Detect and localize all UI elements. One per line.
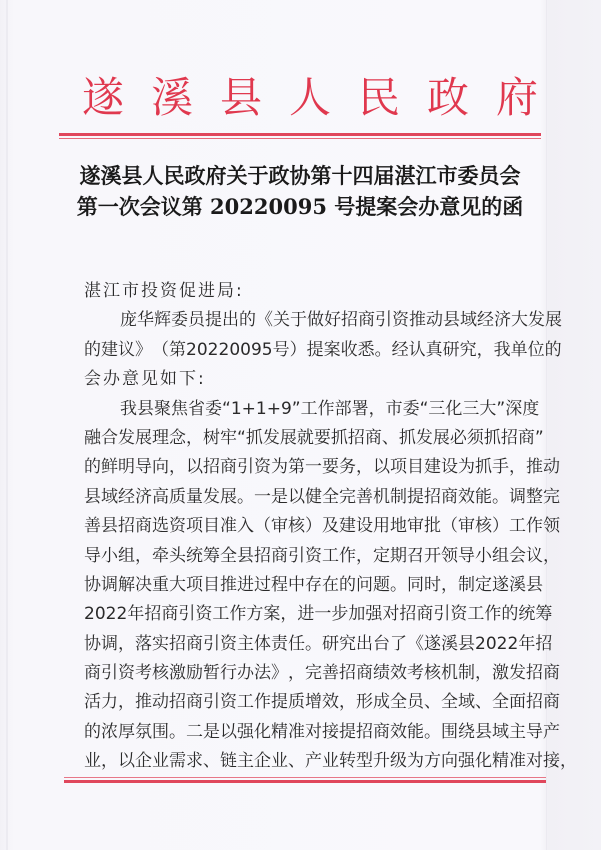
masthead-char: 政 <box>426 73 469 122</box>
document-body <box>84 277 577 777</box>
document-title-line: 遂溪县人民政府关于政协第十四届湛江市委员会 <box>79 163 521 188</box>
masthead-char: 人 <box>288 73 331 122</box>
body-line: 导 小 组 ， 牵 头 统 筹 全 县 招 商 引 资 工 作 ， 定 期 召 开 领 导 小 组 会 议 ， <box>84 545 560 566</box>
footer-rule-thin <box>64 777 546 778</box>
masthead-title <box>80 70 540 125</box>
body-line: 2 0 2 2 年 招 商 引 资 工 作 方 案 ， 进 一 步 加 强 对 招 商 引 资 工 作 的 统 筹 <box>84 604 553 625</box>
scan-edge-left <box>6 0 8 850</box>
document-title <box>60 160 540 222</box>
body-line: 善 县 招 商 选 资 项 目 准 入 （ 审 核 ） 及 建 设 用 地 审 批 （ 审 核 ） 工 作 领 <box>84 516 560 537</box>
masthead-rule-thin <box>59 138 541 139</box>
body-line: 融 合 发 展 理 念 ， 树 牢 “ 抓 发 展 就 要 抓 招 商 、 抓 发 展 必 须 抓 招 商 ” <box>84 427 544 448</box>
body-line: 会办意见如下: <box>84 369 206 390</box>
masthead-char: 民 <box>357 73 400 122</box>
body-line: 的 浓 厚 氛 围 。 二 是 以 强 化 精 准 对 接 提 招 商 效 能 。 围 绕 县 域 主 导 产 <box>84 721 560 742</box>
addressee: 湛江市投资促进局: <box>84 281 244 301</box>
body-line: 县 域 经 济 高 质 量 发 展 。 一 是 以 健 全 完 善 机 制 提 招 商 效 能 。 调 整 完 <box>84 486 560 507</box>
masthead-char: 府 <box>495 73 538 122</box>
body-line: 的 鲜 明 导 向 ， 以 招 商 引 资 为 第 一 要 务 ， 以 项 目 建 设 为 抓 手 ， 推 动 <box>84 457 560 478</box>
body-line: 我 县 聚 焦 省 委 “ 1 + 1 + 9 ” 工 作 部 署 ， 市 委 “ 三 化 三 大 ” 深 度 <box>120 398 540 419</box>
document-title-line: 第一次会议第 20220095 号提案会办意见的函 <box>76 194 524 219</box>
body-line: 协 调 解 决 重 大 项 目 推 进 过 程 中 存 在 的 问 题 。 同 时 ， 制 定 遂 溪 县 <box>84 574 543 595</box>
footer-rule-thick <box>64 780 546 783</box>
body-line: 庞 华 辉 委 员 提 出 的 《 关 于 做 好 招 商 引 资 推 动 县 域 经 济 大 发 展 <box>120 310 562 331</box>
body-line: 业 ， 以 企 业 需 求 、 链 主 企 业 、 产 业 转 型 升 级 为 方 向 强 化 精 准 对 接 ， <box>84 751 577 772</box>
body-line: 活 力 ， 推 动 招 商 引 资 工 作 提 质 增 效 ， 形 成 全 员 、 全 域 、 全 面 招 商 <box>84 692 560 713</box>
masthead-rule-thick <box>59 133 541 136</box>
masthead-char: 县 <box>219 73 262 122</box>
masthead-char: 遂 <box>81 73 124 122</box>
body-line: 商 引 资 考 核 激 励 暂 行 办 法 》 ， 完 善 招 商 绩 效 考 核 机 制 ， 激 发 招 商 <box>84 663 560 684</box>
body-line: 的 建 议 》 （ 第 2 0 2 2 0 0 9 5 号 ） 提 案 收 悉 。 经 认 真 研 究 ， 我 单 位 的 <box>84 339 562 360</box>
body-line: 协 调 ， 落 实 招 商 引 资 主 体 责 任 。 研 究 出 台 了 《 遂 溪 县 2 0 2 2 年 招 <box>84 633 553 654</box>
masthead-char: 溪 <box>150 73 193 122</box>
